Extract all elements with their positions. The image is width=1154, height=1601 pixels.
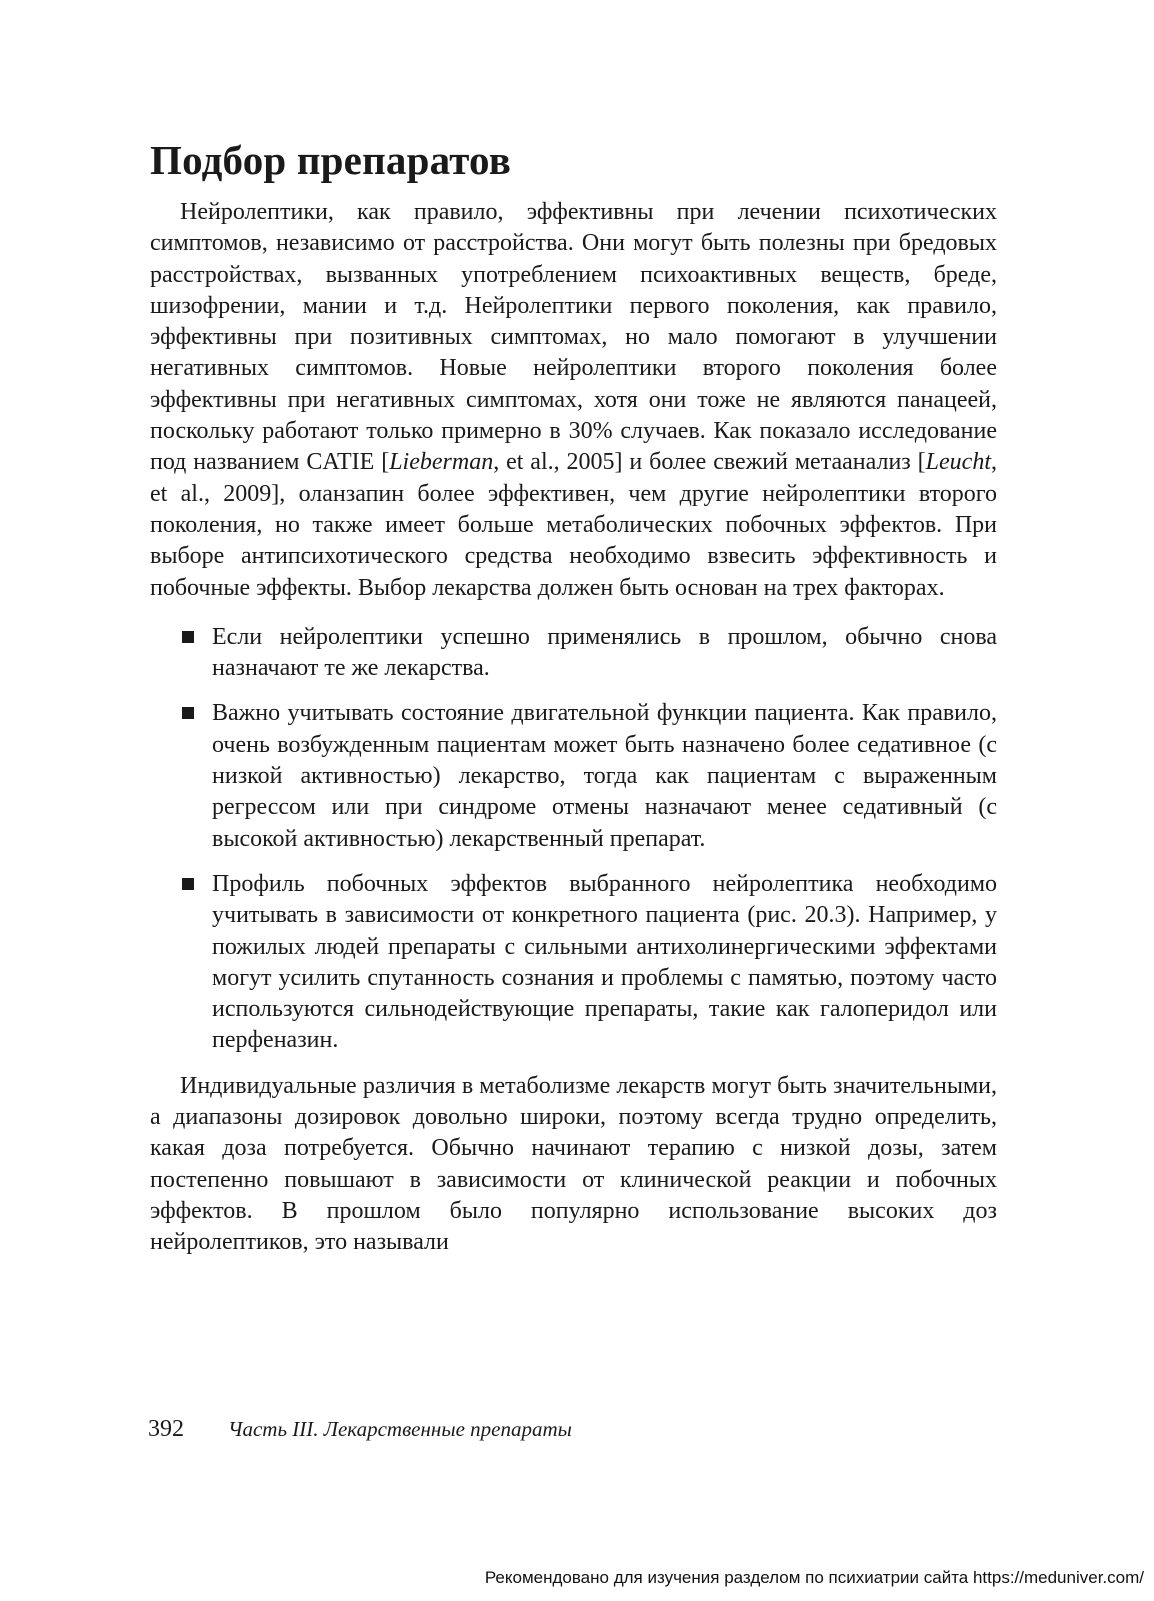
paragraph-dosage: Индивидуальные различия в метаболизме лекарств могут быть значительными, а диапазоны дозировок довольно широки, поэтому всегда трудно определить, какая доза потребуется. Обычно начинают терапию с низкой дозы, затем постепенно повышают в зависимости от клинической реакции и побочных эффектов. В прошлом было популярно использование высоких доз нейролептиков, это называли xyxy=(150,1072,997,1256)
citation-author-leucht: Leucht xyxy=(925,449,991,476)
list-item xyxy=(150,622,997,685)
paragraph-intro-part-3: , et al., 2009], оланзапин более эффективен, чем другие нейролептики второго поколения, но также имеет больше метаболических побочных эффектов. При выборе антипсихотического средства необходимо взвесить эффективность и побочные эффекты. Выбор лекарства должен быть основан на трех факторах. xyxy=(150,449,997,601)
source-watermark: Рекомендовано для изучения разделом по психиатрии сайта https://meduniver.com/ xyxy=(484,1568,1144,1587)
citation-author-lieberman: Lieberman xyxy=(389,449,494,476)
square-bullet-icon xyxy=(182,878,194,890)
list-item xyxy=(150,869,997,1057)
square-bullet-icon xyxy=(182,631,194,643)
section-heading: Подбор препаратов xyxy=(150,137,512,183)
square-bullet-icon xyxy=(182,707,194,719)
page-content xyxy=(150,135,997,1259)
page-footer xyxy=(148,1414,572,1444)
list-item-text: Важно учитывать состояние двигательной функции пациента. Как правило, очень возбужденным пациентам может быть назначено более седативное (с низкой активностью) лекарство, тогда как пациентам с выраженным регрессом или при синдроме отмены назначают менее седативный (с высокой активностью) лекарственный препарат. xyxy=(212,700,997,852)
list-item xyxy=(150,698,997,854)
list-item-text: Если нейролептики успешно применялись в прошлом, обычно снова назначают те же лекарства. xyxy=(212,623,997,682)
list-item-text: Профиль побочных эффектов выбранного нейролептика необходимо учитывать в зависимости от конкретного пациента (рис. 20.3). Например, у пожилых людей препараты с сильными антихолинергическими эффектами могут усилить спутанность сознания и проблемы с памятью, поэтому часто используются сильнодействующие препараты, такие как галоперидол или перфеназин. xyxy=(212,870,997,1054)
factors-list xyxy=(150,622,997,1057)
paragraph-intro xyxy=(150,197,997,604)
paragraph-intro-part-2: , et al., 2005] и более свежий метаанализ [ xyxy=(493,449,926,476)
paragraph-intro-part-1: Нейролептики, как правило, эффективны при лечении психотических симптомов, независимо от расстройства. Они могут быть полезны при бредовых расстройствах, вызванных употреблением психоактивных веществ, бреде, шизофрении, мании и т.д. Нейролептики первого поколения, как правило, эффективны при позитивных симптомах, но мало помогают в улучшении негативных симптомов. Новые нейролептики второго поколения более эффективны при негативных симптомах, хотя они тоже не являются панацеей, поскольку работают только примерно в 30% случаев. Как показало исследование под названием CATIE [ xyxy=(150,199,997,476)
page-number: 392 xyxy=(148,1416,184,1442)
running-head: Часть III. Лекарственные препараты xyxy=(228,1417,572,1441)
